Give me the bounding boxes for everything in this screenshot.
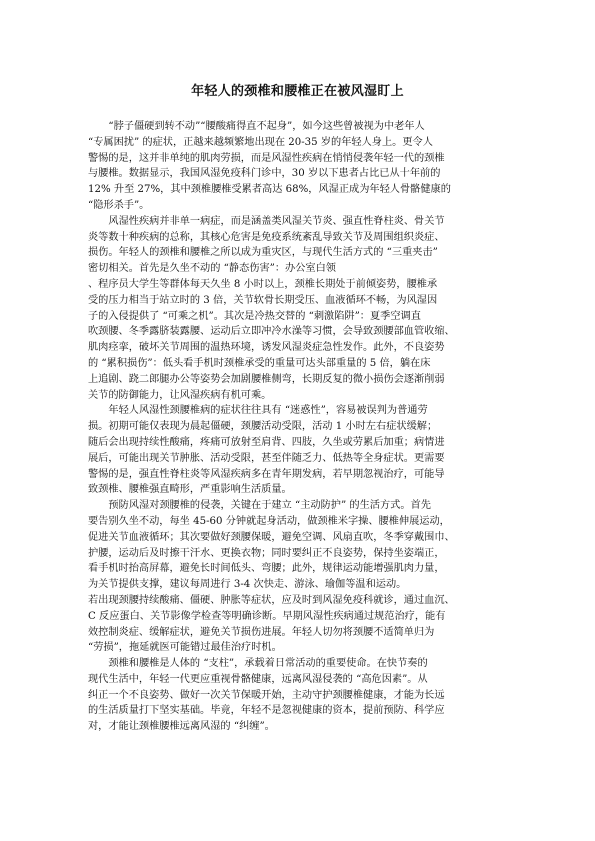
body-line: 随后会出现持续性酸痛，疼痛可放射至肩背、四肢，久坐或劳累后加重；病情进 <box>88 436 445 448</box>
body-line: 对，才能让颈椎腰椎远离风湿的 “纠缠”。 <box>88 721 275 733</box>
body-line: 关节的防御能力，让风湿疾病有机可乘。 <box>88 389 272 401</box>
body-line: 肌肉痉挛，破坏关节周围的温热环境，诱发风湿炎症急性发作。此外，不良姿势 <box>88 342 445 354</box>
body-line: “隐形杀手”。 <box>88 199 150 211</box>
body-line: 子的入侵提供了 “可乘之机”。其次是冷热交替的 “刺激陷阱”：夏季空调直 <box>88 310 421 322</box>
body-line: 吹颈腰、冬季露脐装露腰、运动后立即冲冷水澡等习惯，会导致颈腰部血管收缩、 <box>88 326 455 338</box>
body-line: 的生活质量打下坚实基础。毕竟，年轻不是忽视健康的资本，提前预防、科学应 <box>88 705 445 717</box>
body-line: 风湿性疾病并非单一病症，而是涵盖类风湿关节炎、强直性脊柱炎、骨关节 <box>108 215 445 227</box>
body-line: 炎等数十种疾病的总称，其核心危害是免疫系统紊乱导致关节及周围组织炎症、 <box>88 231 445 243</box>
body-line: 要告别久坐不动，每坐 45-60 分钟就起身活动，做颈椎米字操、腰椎伸展运动， <box>88 515 450 527</box>
body-line: 纠正一个不良姿势、做好一次关节保暖开始，主动守护颈腰椎健康，才能为长远 <box>88 689 445 701</box>
document-body <box>88 119 510 735</box>
body-line: 的 “累积损伤”：低头看手机时颈椎承受的重量可达头部重量的 5 倍，躺在床 <box>88 357 431 369</box>
body-line: 与腰椎。数据显示，我国风湿免疫科门诊中，30 岁以下患者占比已从十年前的 <box>88 168 441 180</box>
body-line: 效控制炎症、缓解症状，避免关节损伤进展。年轻人切勿将颈腰不适简单归为 <box>88 626 435 638</box>
body-line: 警惕的是，这并非单纯的肌肉劳损，而是风湿性疾病在悄悄侵袭年轻一代的颈椎 <box>88 152 445 164</box>
body-line: “劳损”，拖延就医可能错过最佳治疗时机。 <box>88 642 282 654</box>
body-line: “专属困扰” 的症状，正越来越频繁地出现在 20-35 岁的年轻人身上。更令人 <box>88 136 433 148</box>
body-line: 为关节提供支撑，建议每周进行 3-4 次快走、游泳、瑜伽等温和运动。 <box>88 579 407 591</box>
body-line: 年轻人风湿性颈腰椎病的症状往往具有 “迷惑性”，容易被误判为普通劳 <box>108 405 428 417</box>
body-line: 上追剧、跷二郎腿办公等姿势会加剧腰椎侧弯，长期反复的微小损伤会逐渐削弱 <box>88 373 445 385</box>
body-line: 看手机时抬高屏幕，避免长时间低头、弯腰；此外，规律运动能增强肌肉力量， <box>88 563 445 575</box>
body-line: 若出现颈腰持续酸痛、僵硬、肿胀等症状，应及时到风湿免疫科就诊，通过血沉、 <box>88 594 455 606</box>
body-line: 、程序员大学生等群体每天久坐 8 小时以上，颈椎长期处于前倾姿势，腰椎承 <box>88 278 438 290</box>
body-line: “脖子僵硬到转不动”“腰酸痛得直不起身”，如今这些曾被视为中老年人 <box>108 121 425 132</box>
body-line: 损。初期可能仅表现为晨起僵硬，颈腰活动受限，活动 1 小时左右症状缓解； <box>88 421 438 433</box>
body-line: 致颈椎、腰椎强直畸形，严重影响生活质量。 <box>88 484 292 496</box>
document-title: 年轻人的颈椎和腰椎正在被风湿盯上 <box>191 84 404 99</box>
body-line: 密切相关。首先是久坐不动的 “静态伤害”：办公室白领 <box>88 263 336 275</box>
body-line: 颈椎和腰椎是人体的 “支柱”，承载着日常活动的重要使命。在快节奏的 <box>108 658 428 670</box>
body-line: 预防风湿对颈腰椎的侵袭，关键在于建立 “主动防护” 的生活方式。首先 <box>108 500 431 512</box>
body-line: 护腰，运动后及时擦干汗水、更换衣物；同时要纠正不良姿势，保持坐姿端正， <box>88 547 445 559</box>
body-line: 12% 升至 27%，其中颈椎腰椎受累者高达 68%，风湿正成为年轻人骨骼健康的 <box>88 184 451 196</box>
body-line: 警惕的是，强直性脊柱炎等风湿疾病多在青年期发病，若早期忽视治疗，可能导 <box>88 468 445 480</box>
body-line: 现代生活中，年轻一代更应重视骨骼健康，远离风湿侵袭的 “高危因素”。从 <box>88 673 428 685</box>
body-line: 损伤。年轻人的颈椎和腰椎之所以成为重灾区，与现代生活方式的 “三重夹击” <box>88 247 438 259</box>
body-line: 受的压力相当于站立时的 3 倍，关节软骨长期受压、血液循环不畅，为风湿因 <box>88 294 438 306</box>
body-line: 促进关节血液循环；其次要做好颈腰保暖，避免空调、风扇直吹，冬季穿戴围巾、 <box>88 531 455 543</box>
body-line: C 反应蛋白、关节影像学检查等明确诊断。早期风湿性疾病通过规范治疗，能有 <box>88 610 446 622</box>
body-line: 展后，可能出现关节肿胀、活动受限，甚至伴随乏力、低热等全身症状。更需要 <box>88 452 445 464</box>
